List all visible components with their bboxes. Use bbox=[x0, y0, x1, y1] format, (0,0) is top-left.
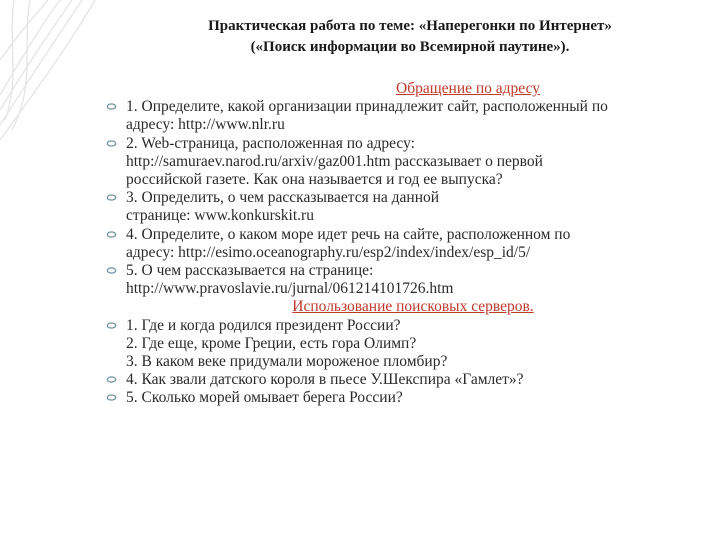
title-line-2: («Поиск информации во Всемирной паутине»). bbox=[250, 39, 570, 55]
section-heading-address: Обращение по адресу bbox=[396, 80, 540, 97]
bullet-icon bbox=[106, 322, 117, 329]
item-line: 4. Определите, о каком море идет речь на сайте, расположенном по bbox=[126, 225, 571, 243]
list-item bbox=[104, 317, 700, 372]
list-item bbox=[104, 135, 700, 190]
item-line: 3. Определить, о чем рассказывается на данной bbox=[126, 189, 440, 207]
title-line-1: Практическая работа по теме: «Наперегонки по Интернет» bbox=[208, 18, 612, 34]
list-item bbox=[104, 98, 700, 134]
bullet-icon bbox=[106, 140, 117, 147]
bullet-icon bbox=[106, 194, 117, 201]
item-line: 5. Сколько морей омывает берега России? bbox=[126, 389, 403, 407]
item-line: http://www.pravoslavie.ru/jurnal/061214101726.htm bbox=[126, 280, 454, 298]
item-line: http://samuraev.narod.ru/arxiv/gaz001.htm рассказывает о первой bbox=[126, 152, 543, 170]
item-line: российской газете. Как она называется и год ее выпуска? bbox=[126, 171, 503, 189]
item-line: 2. Web-страница, расположенная по адресу: bbox=[126, 134, 415, 152]
bullet-icon bbox=[106, 394, 117, 401]
item-line: адресу: http://www.nlr.ru bbox=[126, 116, 285, 134]
item-line: 2. Где еще, кроме Греции, есть гора Олимп? bbox=[126, 334, 417, 352]
list-item bbox=[104, 389, 700, 407]
item-line: странице: www.konkurskit.ru bbox=[126, 207, 314, 225]
bullet-icon bbox=[106, 231, 117, 238]
item-line: 1. Где и когда родился президент России? bbox=[126, 316, 401, 334]
item-line: 5. О чем рассказывается на странице: bbox=[126, 262, 374, 280]
list-item bbox=[104, 226, 700, 262]
bullet-icon bbox=[106, 103, 117, 110]
list-item bbox=[104, 262, 700, 298]
bullet-icon bbox=[106, 267, 117, 274]
item-line: 1. Определите, какой организации принадлежит сайт, расположенный по bbox=[126, 98, 608, 116]
item-line: адресу: http://esimo.oceanography.ru/esp2/index/index/esp_id/5/ bbox=[126, 243, 531, 261]
slide-title bbox=[150, 16, 670, 58]
section-heading-search: Использование поисковых серверов. bbox=[292, 298, 534, 316]
task-content bbox=[104, 80, 700, 408]
corner-decoration bbox=[0, 0, 110, 540]
list-item bbox=[104, 189, 700, 225]
item-line: 3. В каком веке придумали мороженое пломбир? bbox=[126, 353, 448, 371]
item-line: 4. Как звали датского короля в пьесе У.Шекспира «Гамлет»? bbox=[126, 371, 524, 389]
list-item bbox=[104, 371, 700, 389]
bullet-icon bbox=[106, 376, 117, 383]
